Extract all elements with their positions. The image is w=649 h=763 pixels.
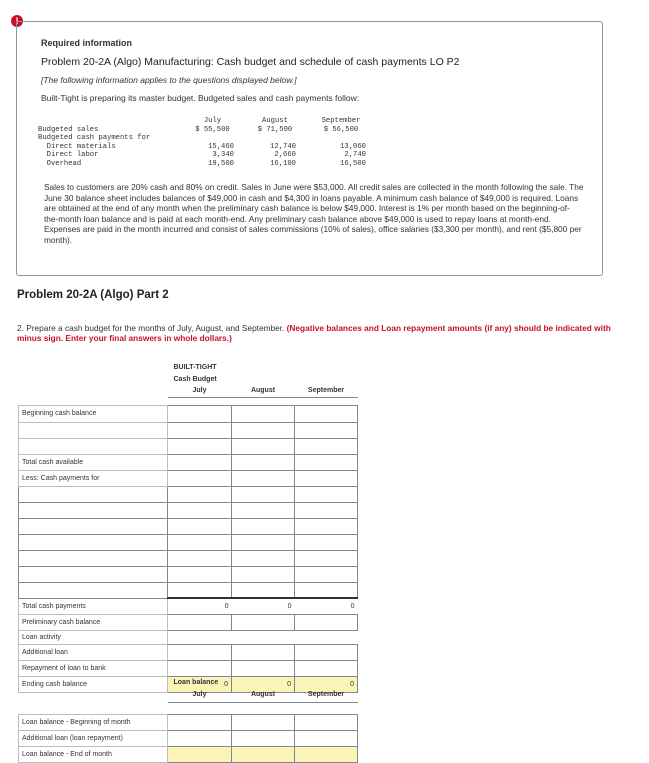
row-preliminary-cash [19,614,358,630]
cash-input[interactable] [295,550,358,566]
budget-row-label: Direct labor [38,151,99,160]
total-payments-july: 0 [168,598,232,614]
budget-cell: 3,340 [212,151,234,160]
additional-loan-september[interactable] [295,644,358,660]
row-beginning-cash [19,405,358,422]
cash-input[interactable] [232,422,295,438]
row-loan-end [19,746,358,762]
cash-budget-title: Cash Budget [173,375,217,383]
problem-title: Problem 20-2A (Algo) Manufacturing: Cash budget and schedule of cash payments LO P2 [41,56,460,68]
payment-label-input[interactable] [19,582,168,598]
budget-cell: $ 71,500 [257,125,293,134]
cash-input[interactable] [232,534,295,550]
loan-balance-title: Loan balance [173,678,219,686]
instructions-text: 2. Prepare a cash budget for the months of July, August, and September. [17,323,285,333]
preliminary-cash-july[interactable] [168,614,232,630]
budget-col-august: August [262,117,288,125]
additional-loan-august[interactable] [232,644,295,660]
budget-cell: 13,060 [340,142,366,151]
budget-cell: 16,100 [270,159,296,168]
row-label: Total cash payments [19,598,168,614]
instructions-emphasis: (Negative balances and Loan repayment amounts (if any) should be indicated with minus sign. Enter your final answers in whole dollars.) [17,323,611,343]
required-information-heading: Required information [41,38,133,48]
loan-end-august [232,746,295,762]
row-loan-beginning [19,714,358,730]
problem-description: Sales to customers are 20% cash and 80% on credit. Sales in June were $53,000. All credit sales are collected in the month following the sale. The June 30 balance sheet includes balances of $49,000 in cash and $4,300 in loans payable. A minimum cash balance of $49,000 is required. Loans are obtained at the end of any month when the preliminary cash balance is below $49,000. Interest is 1% per month based on the beginning-of-the-month loan balance and is paid at each month-end. Any preliminary cash balance above $49,000 is used to repay loans at month-end. Expenses are paid in the month incurred and consist of sales commissions (10% of sales), office salaries ($3,300 per month), and rent ($5,800 per month). [44,182,584,245]
budget-row-label: Budgeted sales [38,125,99,134]
payment-label-input[interactable] [19,566,168,582]
total-cash-available-august[interactable] [232,454,295,470]
row-label: Additional loan (loan repayment) [19,730,168,746]
row-repayment [19,660,358,676]
loan-col-august: August [232,688,295,702]
beginning-cash-july-input[interactable] [168,405,232,422]
row-label: Preliminary cash balance [19,614,168,630]
row-total-cash-payments [19,598,358,614]
row-label: Loan balance - End of month [19,746,168,762]
loan-additional-july[interactable] [168,730,232,746]
beginning-cash-august-input[interactable] [232,405,295,422]
loan-col-july: July [168,688,232,702]
loan-balance-table [18,676,358,763]
info-intro: Built-Tight is preparing its master budget. Budgeted sales and cash payments follow: [41,93,360,103]
cash-input[interactable] [232,518,295,534]
row-total-cash-available [19,454,358,470]
cash-input[interactable] [295,438,358,454]
payment-label-input[interactable] [19,502,168,518]
cash-input[interactable] [295,486,358,502]
budget-cell: 2,660 [274,151,296,160]
part-heading: Problem 20-2A (Algo) Part 2 [17,289,169,301]
cash-input[interactable] [295,582,358,598]
loan-end-july [168,746,232,762]
col-header-august: August [232,385,295,397]
ending-cash-august: 0 [232,676,295,692]
cash-input[interactable] [232,486,295,502]
cash-input[interactable] [168,550,232,566]
loan-additional-september[interactable] [295,730,358,746]
cash-input[interactable] [168,566,232,582]
cash-input[interactable] [168,422,232,438]
cash-input[interactable] [168,502,232,518]
loan-end-september [295,746,358,762]
cash-input[interactable] [168,582,232,598]
payment-label-input[interactable] [19,518,168,534]
instructions [17,323,617,343]
total-cash-available-july[interactable] [168,454,232,470]
col-header-july: July [168,385,232,397]
cash-input[interactable] [295,566,358,582]
payment-label-input[interactable] [19,486,168,502]
row-less-cash-payments [19,470,358,486]
row-label: Loan activity [19,630,168,644]
preliminary-cash-september[interactable] [295,614,358,630]
budget-cell: 19,500 [208,159,234,168]
loan-beginning-july[interactable] [168,714,232,730]
row-blank [19,438,358,454]
budget-cell: $ 55,500 [195,125,230,134]
cash-input[interactable] [295,534,358,550]
budget-col-july: July [203,117,222,125]
budget-cell: 2,740 [344,151,366,160]
payment-label-input[interactable] [19,534,168,550]
preliminary-cash-august[interactable] [232,614,295,630]
budget-cell: 15,460 [208,142,234,151]
cash-input[interactable] [295,470,358,486]
loan-additional-august[interactable] [232,730,295,746]
cash-budget-table [18,361,358,693]
info-note: [The following information applies to the questions displayed below.] [41,75,297,85]
additional-loan-july[interactable] [168,644,232,660]
row-label: Total cash available [19,454,168,470]
budget-row-label: Budgeted cash payments for [38,134,151,143]
cash-input[interactable] [232,550,295,566]
total-cash-available-september[interactable] [295,454,358,470]
cash-input[interactable] [232,502,295,518]
budget-row-label: Direct materials [38,142,116,151]
budget-cell: 12,740 [270,142,296,151]
ending-cash-july: 0 [168,676,232,692]
cash-input[interactable] [295,502,358,518]
cash-input[interactable] [232,582,295,598]
beginning-cash-september-input[interactable] [295,405,358,422]
row-label: Ending cash balance [19,676,168,692]
cash-input[interactable] [295,518,358,534]
row-loan-activity [19,630,358,644]
loan-col-september: September [295,688,358,702]
row-label: Beginning cash balance [19,405,168,422]
row-label: Repayment of loan to bank [19,660,168,676]
cash-input[interactable] [168,518,232,534]
row-label: Additional loan [19,644,168,660]
payment-label-input[interactable] [19,550,168,566]
cash-input[interactable] [232,470,295,486]
row-loan-additional [19,730,358,746]
company-name: BUILT-TIGHT [173,363,217,371]
cash-input[interactable] [168,534,232,550]
budget-cell: 16,500 [340,159,366,168]
row-blank [19,422,358,438]
repayment-july[interactable] [168,660,232,676]
row-label: Less: Cash payments for [19,470,168,486]
loan-beginning-september[interactable] [295,714,358,730]
repayment-september[interactable] [295,660,358,676]
budget-col-september: September [321,117,361,125]
loan-beginning-august[interactable] [232,714,295,730]
alert-icon: ! [11,15,23,27]
ending-cash-september: 0 [295,676,358,692]
cash-input[interactable] [168,470,232,486]
budget-cell: $ 56,500 [323,125,359,134]
row-label: Loan balance - Beginning of month [19,714,168,730]
col-header-september: September [295,385,358,397]
cash-input[interactable] [232,566,295,582]
total-payments-september: 0 [295,598,358,614]
total-payments-august: 0 [232,598,295,614]
budget-data-table [38,117,376,169]
cash-input[interactable] [295,422,358,438]
cash-input[interactable] [232,438,295,454]
repayment-august[interactable] [232,660,295,676]
cash-input[interactable] [168,438,232,454]
budget-row-label: Overhead [38,159,82,168]
row-additional-loan [19,644,358,660]
cash-input[interactable] [168,486,232,502]
